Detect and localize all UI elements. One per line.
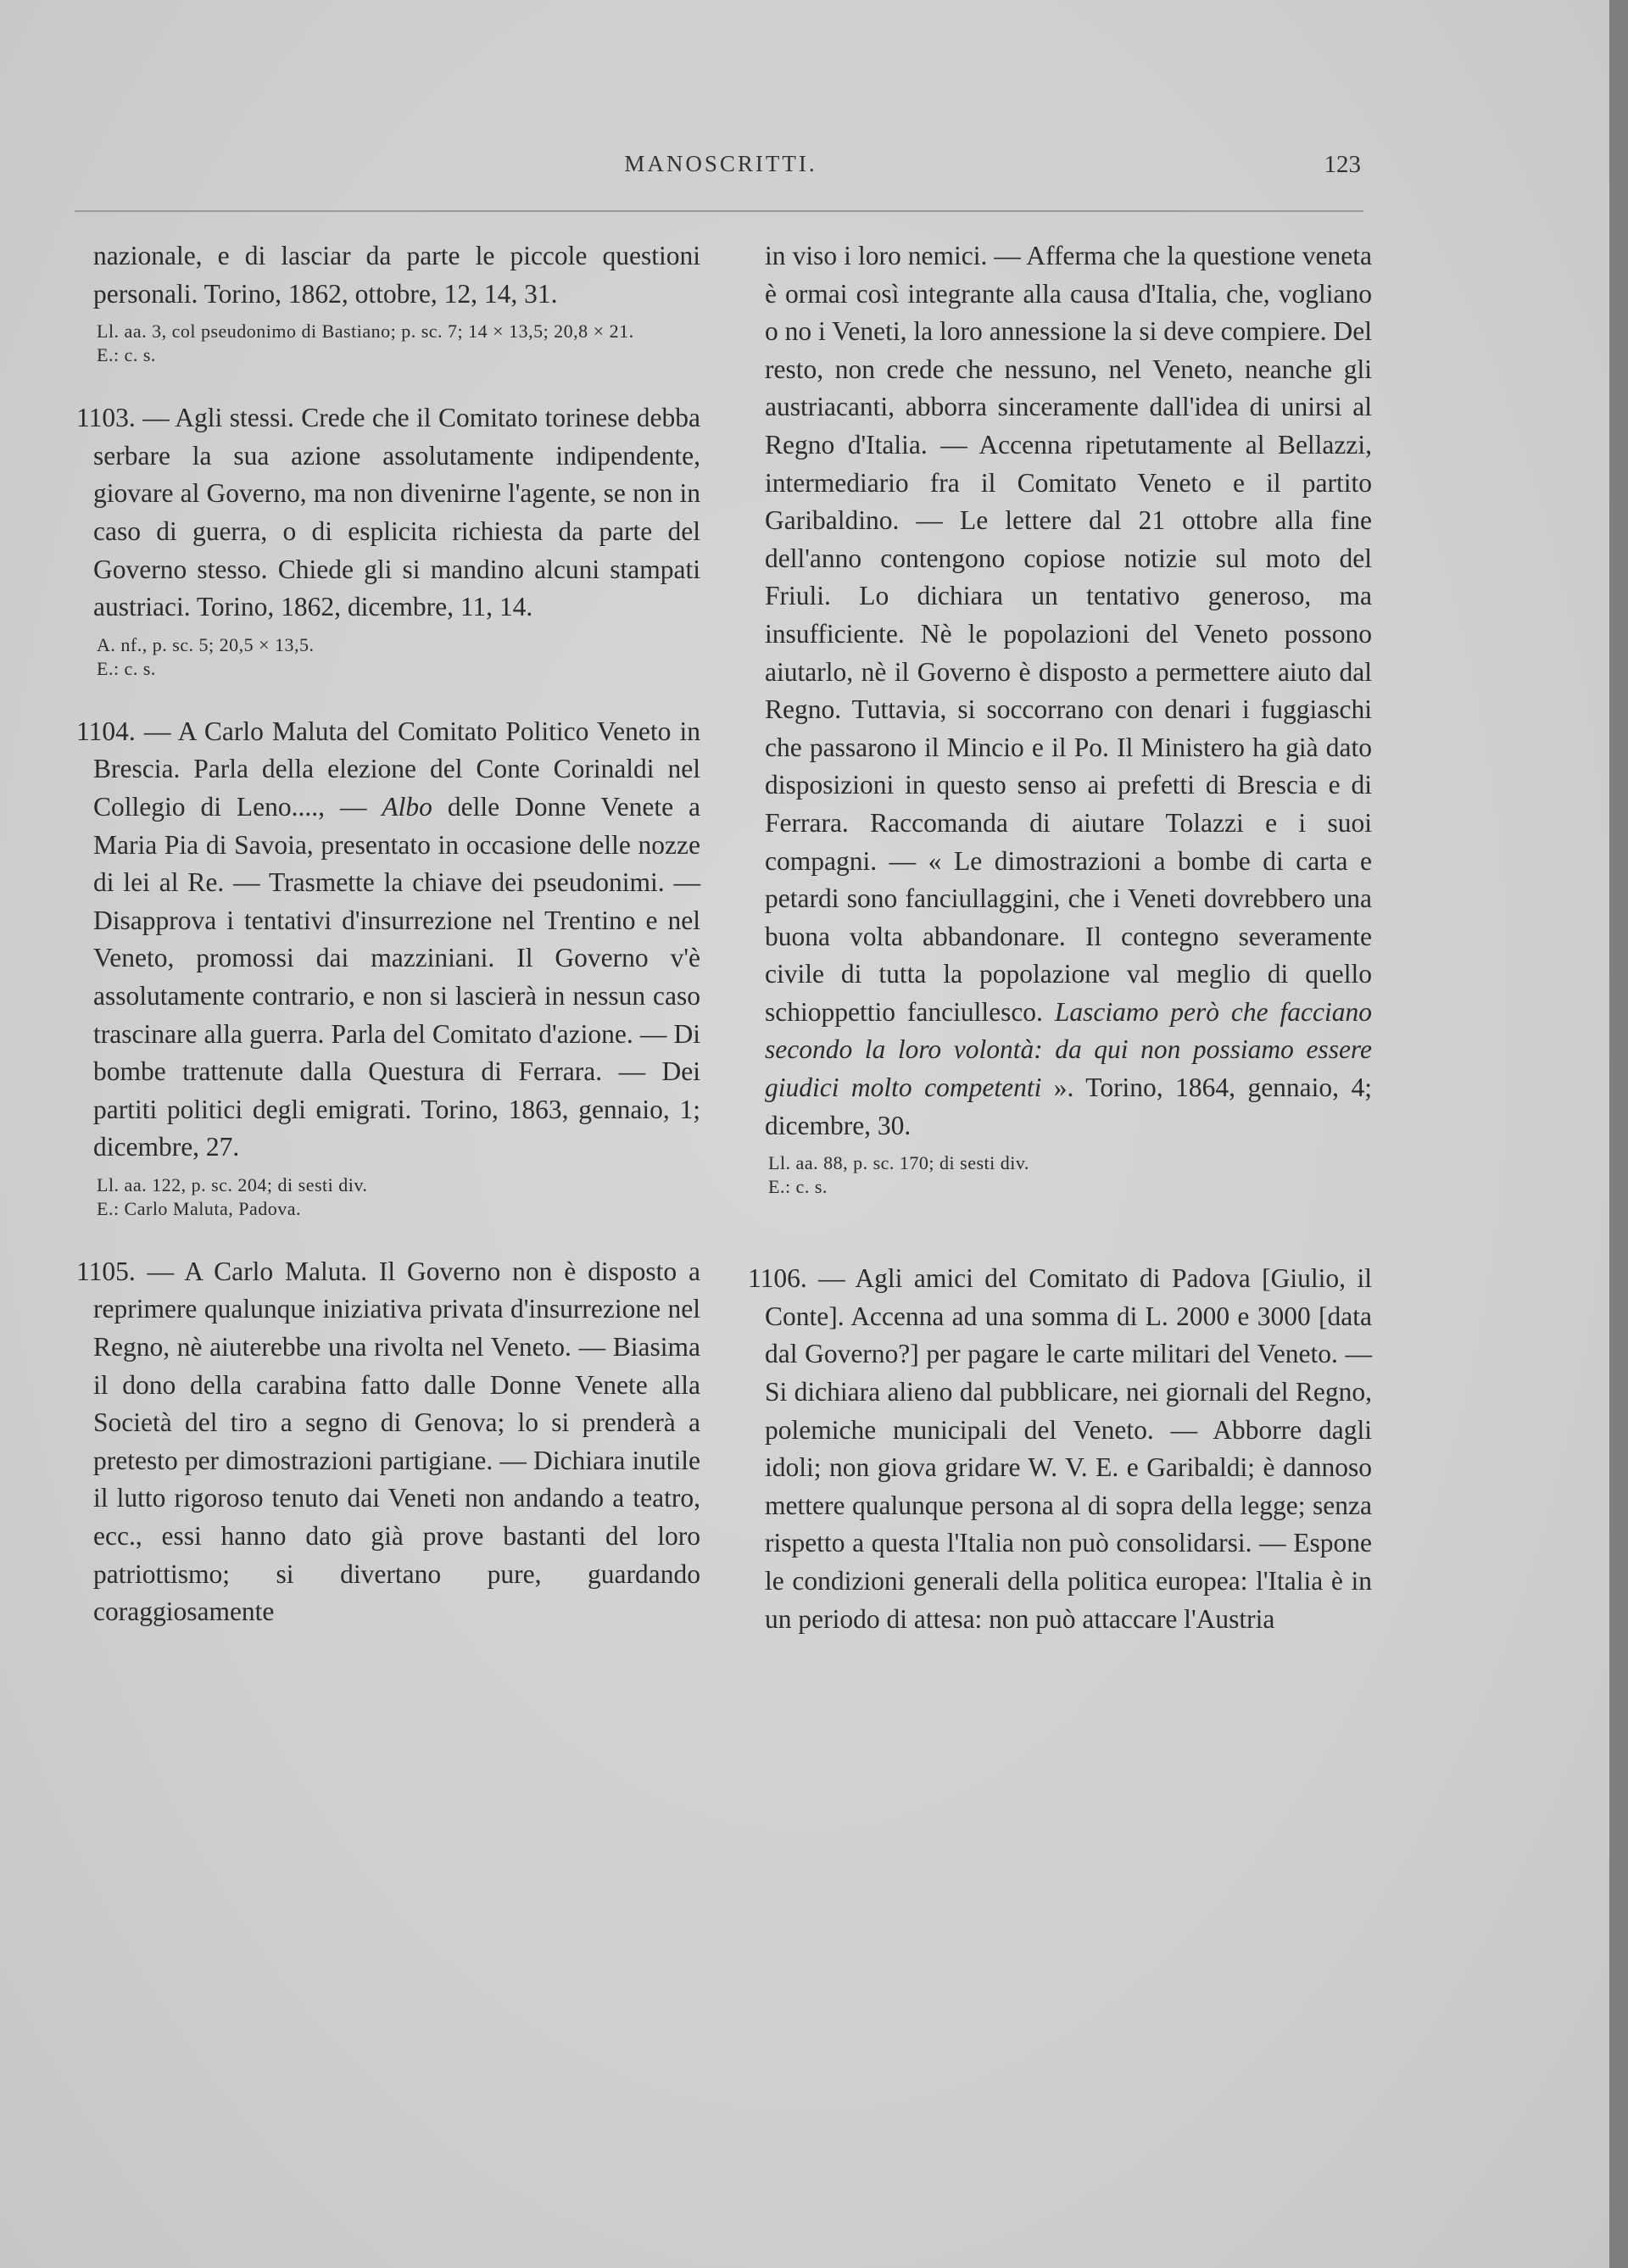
entry-meta-description: A. nf., p. sc. 5; 20,5 × 13,5. [97,633,315,655]
entry-1104 [76,713,700,1221]
entry-continued [93,237,700,367]
entry-text: nazionale, e di lasciar da parte le piccole questioni personali. Torino, 1862, ottobre, 12, 14, 31. [93,241,700,309]
spacer [93,1221,700,1253]
entry-1105 [76,1253,700,1631]
left-column [76,237,700,1631]
entry-text [76,713,700,1167]
entry-1105-continued [765,237,1372,1199]
entry-text [765,237,1372,1145]
entry-text-part: 1104. — A Carlo Maluta del Comitato Politico Veneto in Brescia. Parla della elezione del Conte Corinaldi nel Collegio di Leno...., — [76,716,700,822]
entry-text-italic: Albo [382,791,432,822]
entry-text: 1103. — Agli stessi. Crede che il Comitato torinese debba serbare la sua azione assolutamente indipendente, giovare al Governo, ma non divenirne l'agente, se non in caso di guerra, o di esplicita richiesta da parte del Governo stesso. Chiede gli si mandino alcuni stampati austriaci. Torino, 1862, dicembre, 11, 14. [76,403,700,622]
page-number: 123 [1324,151,1361,178]
entry-meta-description: Ll. aa. 122, p. sc. 204; di sesti div. [97,1173,368,1195]
entry-meta-owner: E.: Carlo Maluta, Padova. [97,1197,302,1219]
entry-1106 [748,1260,1372,1638]
entry-text: 1105. — A Carlo Maluta. Il Governo non è disposto a reprimere qualunque iniziativa privata d'insurrezione nel Regno, nè aiuterebbe una rivolta nel Veneto. — Biasima il dono della carabina fatto dalle Donne Venete alla Società del tiro a segno di Genova; lo si prenderà a pretesto per dimostrazioni partigiane. — Dichiara inutile il lutto rigoroso tenuto dai Veneti non andando a teatro, ecc., essi hanno dato già prove bastanti del loro patriottismo; si divertano pure, guardando coraggiosamente [76,1256,700,1627]
page-header [72,151,1369,185]
entry-text-part: ». Torino, 1864, gennaio, 4; dicembre, 30. [765,1073,1372,1140]
entry-text-part: delle Donne Venete a Maria Pia di Savoia, presentato in occasione delle nozze di lei al Re. — Trasmette la chiave dei pseudonimi. — Disapprova i tentativi d'insurrezione nel Trentino e nel Veneto, promossi dai mazziniani. Il Governo v'è assolutamente contrario, e non si lascierà in nessun caso trascinare alla guerra. Parla del Comitato d'azione. — Di bombe trattenute dalla Questura di Ferrara. — Dei partiti politici degli emigrati. Torino, 1863, gennaio, 1; dicembre, 27. [93,791,700,1162]
spacer [93,367,700,399]
spacer [93,681,700,713]
spacer [765,1199,1372,1260]
entry-meta-description: Ll. aa. 3, col pseudonimo di Bastiano; p. sc. 7; 14 × 13,5; 20,8 × 21. [97,320,634,343]
entry-1103 [76,399,700,681]
entry-meta-owner: E.: c. s. [768,1176,828,1198]
running-title: MANOSCRITTI. [624,151,817,176]
entry-meta-owner: E.: c. s. [97,344,156,366]
entry-text-part: in viso i loro nemici. — Afferma che la questione veneta è ormai così integrante alla causa d'Italia, che, vogliano o no i Veneti, la loro annessione la si deve compiere. Del resto, non crede che nessuno, nel Veneto, neanche gli austriacanti, abborra sinceramente dall'idea di unirsi al Regno d'Italia. — Accenna ripetutamente al Bellazzi, intermediario fra il Comitato Veneto e il partito Garibaldino. — Le lettere dal 21 ottobre alla fine dell'anno contengono copiose notizie sul moto del Friuli. Lo dichiara un tentativo generoso, ma insufficiente. Nè le popolazioni del Veneto possono aiutarlo, nè il Governo è disposto a permettere aiuto dal Regno. Tuttavia, si soccorrano con denari i fuggiaschi che passarono il Mincio e il Po. Il Ministero ha già dato disposizioni in questo senso ai prefetti di Brescia e di Ferrara. Raccomanda di aiutare Tolazzi e i suoi compagni. — « Le dimostrazioni a bombe di carta e petardi sono fanciullaggini, che i Veneti dovrebbero una buona volta abbandonare. Il contegno severamente civile di tutta la popolazione val meglio di quello schioppettio fanciullesco. [765,241,1372,1027]
entry-meta-description: Ll. aa. 88, p. sc. 170; di sesti div. [768,1152,1029,1174]
entry-meta-owner: E.: c. s. [97,657,156,679]
entry-text-italic: Lasciamo però che facciano secondo la loro volontà: da qui non possiamo essere giudici molto competenti [765,996,1372,1103]
right-column [748,237,1372,1638]
entry-text: 1106. — Agli amici del Comitato di Padova [Giulio, il Conte]. Accenna ad una somma di L. 2000 e 3000 [data dal Governo?] per pagare le carte militari del Veneto. — Si dichiara alieno dal pubblicare, nei giornali del Regno, polemiche municipali del Veneto. — Abborre dagli idoli; non giova gridare W. V. E. e Garibaldi; è dannoso mettere qualunque persona al di sopra della legge; senza rispetto a questa l'Italia non può consolidarsi. — Espone le condizioni generali della politica europea: l'Italia è in un periodo di attesa: non può attaccare l'Austria [748,1263,1372,1634]
header-rule [75,210,1363,212]
